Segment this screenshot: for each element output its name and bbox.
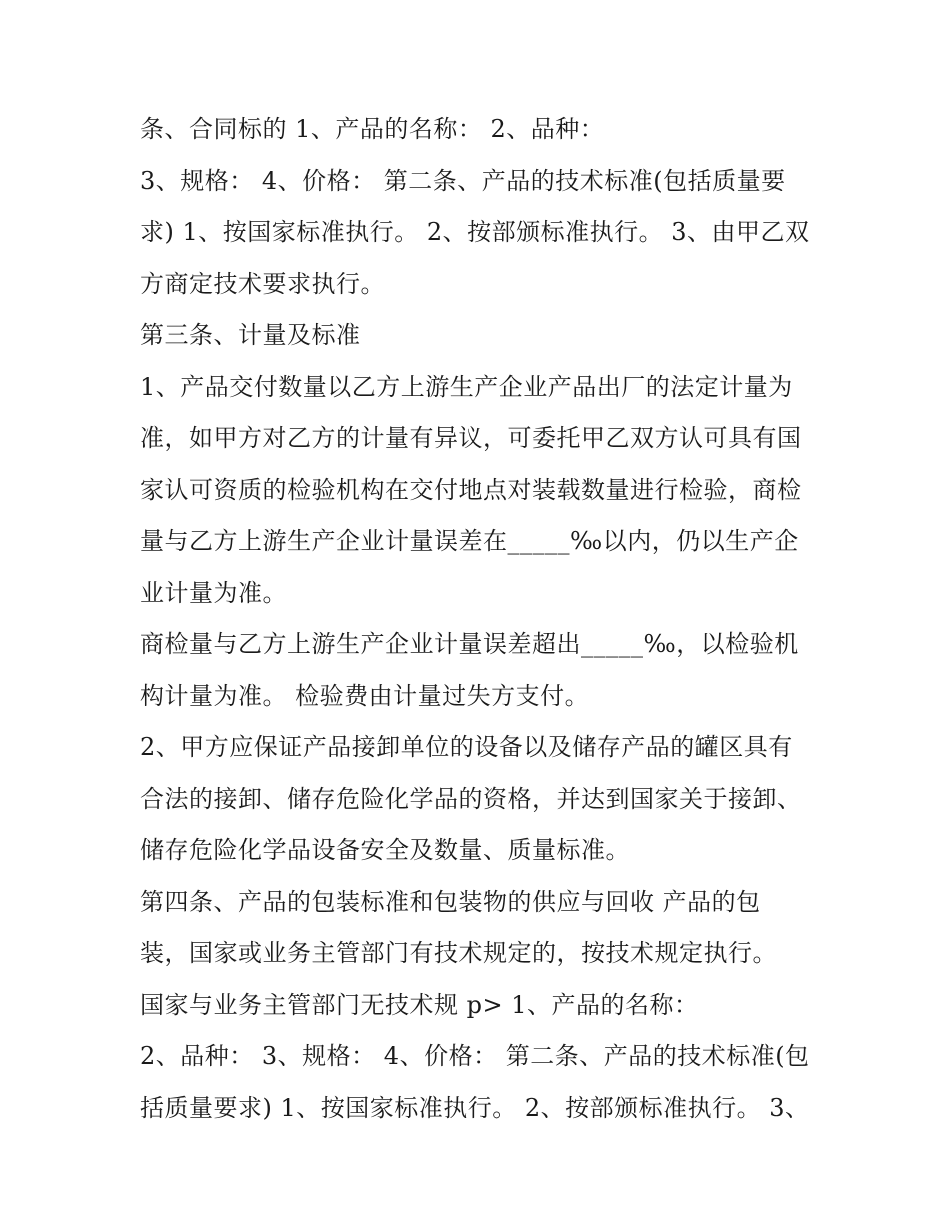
- text-line: 构计量为准。 检验费由计量过失方支付。: [140, 681, 590, 710]
- document-body: [140, 104, 830, 1134]
- text-line: 业计量为准。: [140, 578, 287, 607]
- text-line: 商检量与乙方上游生产企业计量误差超出_____‰，以检验机: [140, 630, 799, 658]
- text-line: 国家与业务主管部门无技术规 p> 1、产品的名称：: [140, 990, 699, 1019]
- text-line: 装，国家或业务主管部门有技术规定的，按技术规定执行。: [140, 939, 777, 967]
- text-line: 家认可资质的检验机构在交付地点对装载数量进行检验，商检: [140, 475, 802, 504]
- text-line: 准，如甲方对乙方的计量有异议，可委托甲乙双方认可具有国: [140, 424, 802, 452]
- text-line: 储存危险化学品设备安全及数量、质量标准。: [140, 836, 630, 864]
- text-line: 求) 1、按国家标准执行。 2、按部颁标准执行。 3、由甲乙双: [140, 218, 810, 246]
- text-line: 条、合同标的 1、产品的名称： 2、品种：: [140, 115, 605, 143]
- text-line: 2、品种： 3、规格： 4、价格： 第二条、产品的技术标准(包: [140, 1042, 810, 1070]
- text-line: 合法的接卸、储存危险化学品的资格，并达到国家关于接卸、: [140, 784, 802, 813]
- text-line: 第四条、产品的包装标准和包装物的供应与回收 产品的包: [140, 887, 761, 916]
- text-line: 方商定技术要求执行。: [140, 269, 385, 298]
- text-line: 1、产品交付数量以乙方上游生产企业产品出厂的法定计量为: [140, 372, 793, 401]
- text-line: 2、甲方应保证产品接卸单位的设备以及储存产品的罐区具有: [140, 733, 793, 761]
- text-line: 括质量要求) 1、按国家标准执行。 2、按部颁标准执行。 3、: [140, 1093, 810, 1122]
- text-line: 3、规格： 4、价格： 第二条、产品的技术标准(包括质量要: [140, 166, 786, 195]
- section-heading: 第三条、计量及标准: [140, 321, 361, 349]
- text-line: 量与乙方上游生产企业计量误差在_____‰以内，仍以生产企: [140, 527, 799, 555]
